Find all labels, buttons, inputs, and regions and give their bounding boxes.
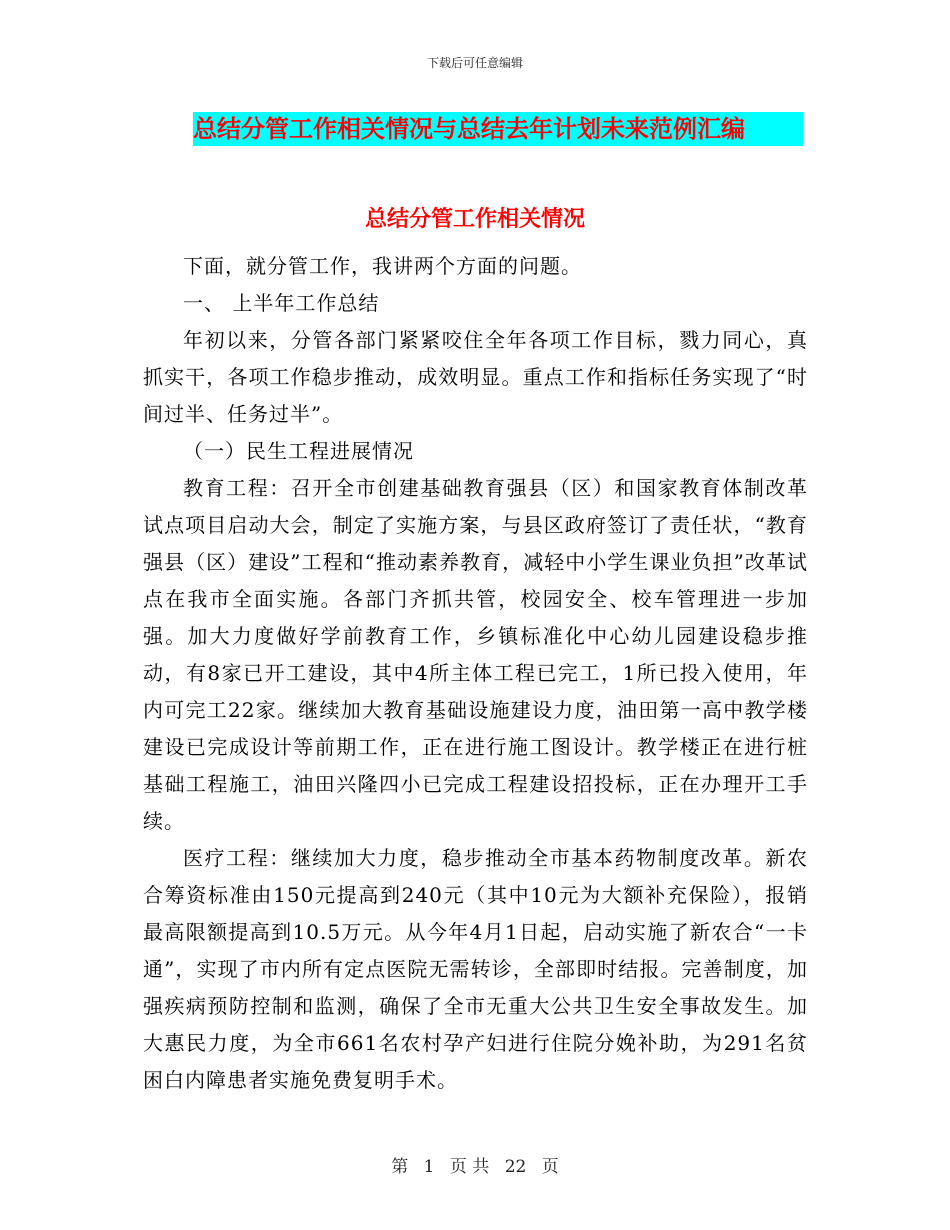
heading-livelihood-projects: （一）民生工程进展情况 [183, 439, 414, 463]
main-title: 总结分管工作相关情况与总结去年计划未来范例汇编 [193, 112, 803, 146]
footer-middle: 页 共 [449, 1157, 490, 1177]
footer-total-pages: 22 [504, 1157, 527, 1177]
footer-prefix: 第 [391, 1157, 409, 1177]
header-note: 下载后可任意编辑 [426, 56, 523, 70]
footer-suffix: 页 [541, 1157, 559, 1177]
paragraph-education: 教育工程：召开全市创建基础教育强县（区）和国家教育体制改革试点项目启动大会，制定了实施方案，与县区政府签订了责任状，“教育强县（区）建设”工程和“推动素养教育，减轻中小学生课业负担”改革试点在我市全面实施。各部门齐抓共管，校园安全、校车管理进一步加强。加大力度做好学前教育工作，乡镇标准化中心幼儿园建设稳步推动，有8家已开工建设，其中4所主体工程已完工，1所已投入使用，年内可完工22家。继续加大教育基础设施建设力度，油田第一高中教学楼建设已完成设计等前期工作，正在进行施工图设计。教学楼正在进行桩基础工程施工，油田兴隆四小已完成工程建设招投标，正在办理开工手续。 [143, 476, 808, 833]
paragraph-overview: 年初以来，分管各部门紧紧咬住全年各项工作目标，戮力同心，真抓实干，各项工作稳步推动，成效明显。重点工作和指标任务实现了“时间过半、任务过半”。 [143, 328, 808, 426]
body-text [143, 248, 808, 1099]
heading-first-half-summary: 一、 上半年工作总结 [183, 291, 380, 315]
paragraph-intro: 下面，就分管工作，我讲两个方面的问题。 [183, 254, 582, 278]
section-title: 总结分管工作相关情况 [364, 206, 585, 232]
paragraph-medical: 医疗工程：继续加大力度，稳步推动全市基本药物制度改革。新农合筹资标准由150元提高到240元（其中10元为大额补充保险），报销最高限额提高到10.5万元。从今年4月1日起，启动实施了新农合“一卡通”，实现了市内所有定点医院无需转诊，全部即时结报。完善制度，加强疾病预防控制和监测，确保了全市无重大公共卫生安全事故发生。加大惠民力度，为全市661名农村孕产妇进行住院分娩补助，为291名贫困白内障患者实施免费复明手术。 [143, 846, 808, 1092]
footer-page-number: 1 [423, 1157, 435, 1177]
page-footer [0, 1152, 950, 1177]
